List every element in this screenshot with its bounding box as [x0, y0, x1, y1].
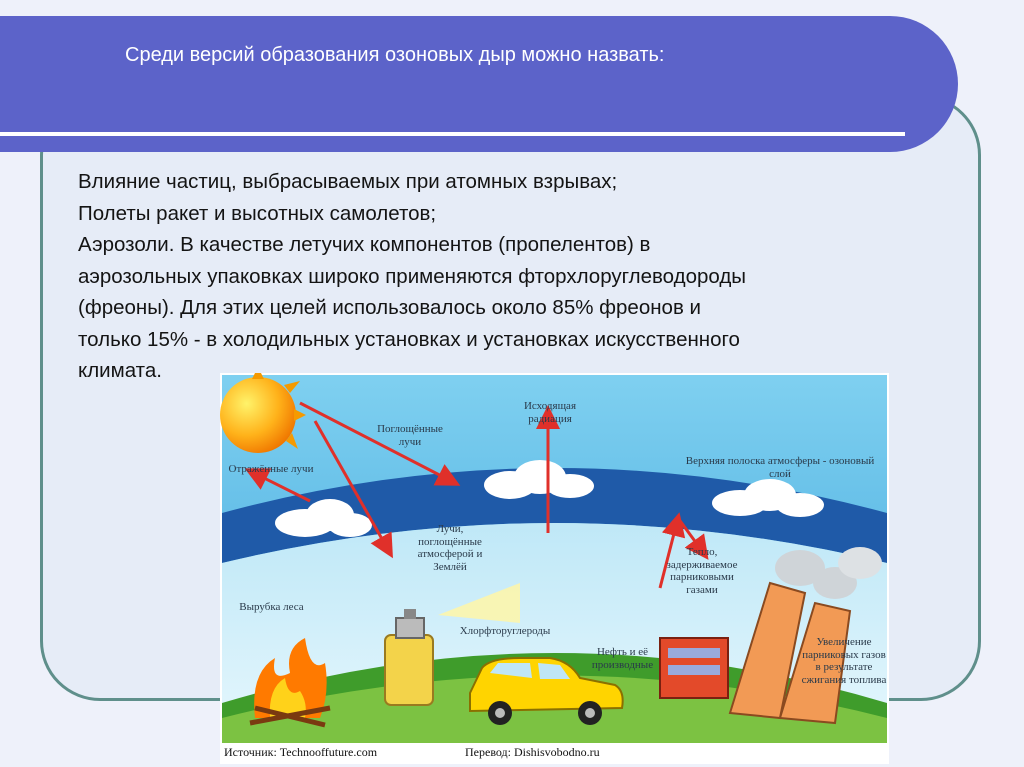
slide-body-text: [78, 166, 938, 387]
label-oil: Нефть и её производные: [591, 646, 654, 671]
label-heat-retained: Тепло, задерживаемое парниковыми газами: [666, 546, 738, 596]
label-upper-atmosphere: Верхняя полоска атмосферы - озоновый слой: [685, 455, 875, 480]
body-line: только 15% - в холодильных установках и установках искусственного: [78, 327, 740, 351]
label-greenhouse-increase: Увеличение парниковых газов в результате сжигания топлива: [801, 636, 887, 686]
translation-credit: Перевод: Dishisvobodno.ru: [465, 745, 600, 759]
label-rays-absorbed-earth: Лучи, поглощённые атмосферой и Землёй: [417, 523, 483, 573]
body-line: аэрозольных упаковках широко применяются фторхлоруглеводороды: [78, 264, 747, 288]
source-credit: Источник: Technooffuture.com: [224, 745, 378, 759]
body-line: Полеты ракет и высотных самолетов;: [78, 201, 437, 225]
label-reflected-rays: Отражённые лучи: [228, 463, 314, 475]
factory-icon: [660, 638, 728, 698]
body-line: Влияние частиц, выбрасываемых при атомных взрывах;: [78, 170, 618, 193]
title-underline: [0, 132, 905, 136]
body-line: (фреоны). Для этих целей использовалось около 85% фреонов и: [78, 296, 701, 319]
slide-title: Среди версий образования озоновых дыр можно назвать:: [125, 44, 665, 66]
label-deforestation: Вырубка леса: [239, 601, 304, 613]
body-line: климата.: [78, 359, 162, 382]
label-outgoing-radiation: Исходящая радиация: [523, 400, 576, 425]
body-line: Аэрозоли. В качестве летучих компонентов (пропелентов) в: [78, 233, 651, 256]
greenhouse-diagram: [220, 373, 889, 764]
diagram-illustration: [220, 373, 889, 764]
label-absorbed-rays: Поглощённые лучи: [377, 423, 443, 448]
label-cfc: Хлорфторуглероды: [459, 625, 551, 637]
